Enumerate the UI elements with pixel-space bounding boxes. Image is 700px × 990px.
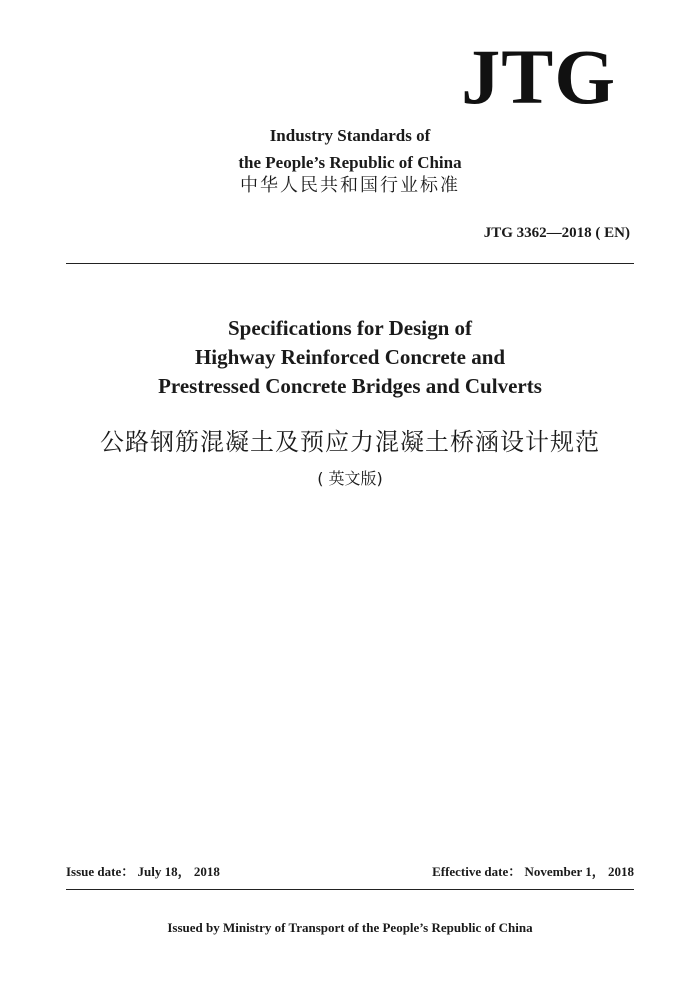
issue-date: Issue date： July 18， 2018 bbox=[66, 864, 220, 879]
jtg-logo: JTG bbox=[461, 33, 616, 120]
org-en-line-2: the People’s Republic of China bbox=[238, 153, 462, 172]
title-en-line-3: Prestressed Concrete Bridges and Culverts bbox=[158, 374, 542, 398]
issued-by: Issued by Ministry of Transport of the People’s Republic of China bbox=[167, 920, 533, 935]
effective-date: Effective date： November 1， 2018 bbox=[432, 864, 634, 879]
org-en-line-1: Industry Standards of bbox=[269, 126, 431, 145]
standard-number: JTG 3362—2018 ( EN) bbox=[483, 225, 630, 241]
bottom-divider bbox=[66, 889, 634, 890]
issuing-organization-zh: 中华人民共和国行业标准 bbox=[240, 175, 460, 196]
edition-label: ( 英文版) bbox=[317, 469, 383, 488]
top-divider bbox=[66, 263, 634, 264]
issuing-organization-en bbox=[0, 122, 700, 176]
document-title-zh: 公路钢筋混凝土及预应力混凝土桥涵设计规范 bbox=[100, 428, 600, 456]
document-title-en bbox=[0, 314, 700, 401]
title-en-line-1: Specifications for Design of bbox=[227, 316, 472, 340]
title-en-line-2: Highway Reinforced Concrete and bbox=[194, 345, 506, 369]
